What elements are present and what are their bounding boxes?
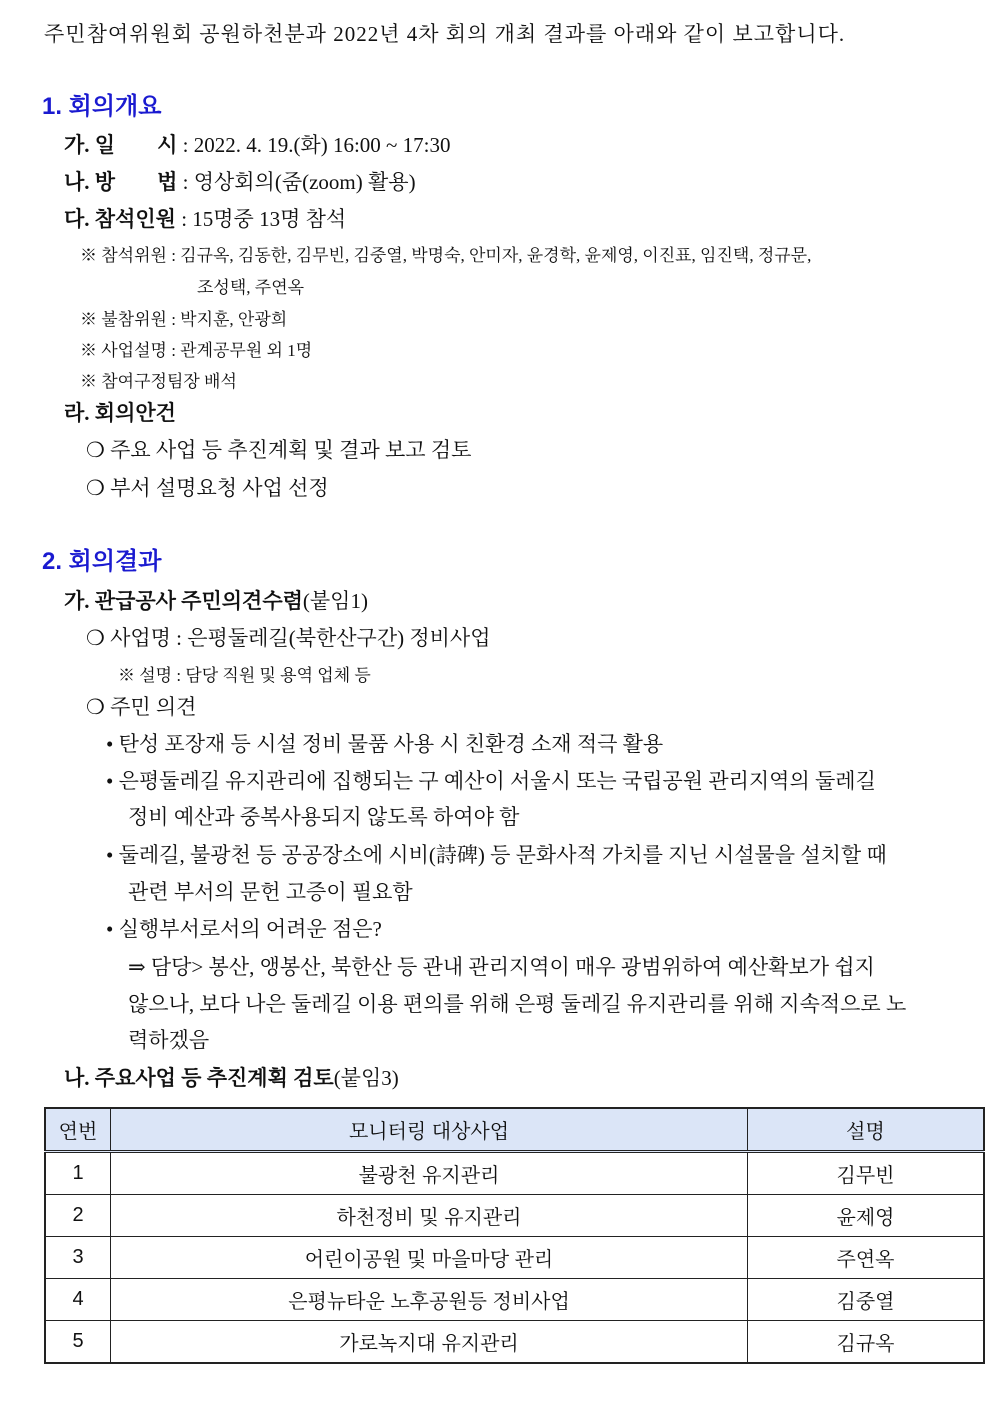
date-value: : 2022. 4. 19.(화) 16:00 ~ 17:30 bbox=[182, 133, 451, 157]
note-team-lead: ※ 참여구정팀장 배석 bbox=[80, 372, 237, 391]
cell: 2 bbox=[45, 1195, 111, 1237]
table-row bbox=[45, 1152, 984, 1195]
cell: 하천정비 및 유지관리 bbox=[111, 1195, 748, 1237]
table-row bbox=[45, 1237, 984, 1279]
cell: 4 bbox=[45, 1279, 111, 1321]
opinion-line: • 은평둘레길 유지관리에 집행되는 구 예산이 서울시 또는 국립공원 관리지역의 둘레길 bbox=[106, 769, 876, 793]
cell: 어린이공원 및 마을마당 관리 bbox=[111, 1237, 748, 1279]
project-note: ※ 설명 : 담당 직원 및 용역 업체 등 bbox=[118, 666, 371, 685]
attachment-ref: (붙임1) bbox=[302, 589, 368, 613]
note-absent: ※ 불참위원 : 박지훈, 안광희 bbox=[80, 310, 288, 329]
opinion-label: ❍ 주민 의견 bbox=[86, 695, 197, 719]
cell: 불광천 유지관리 bbox=[111, 1152, 748, 1195]
cell: 3 bbox=[45, 1237, 111, 1279]
opinion-line: 관련 부서의 문헌 고증이 필요함 bbox=[128, 880, 413, 904]
intro-text: 주민참여위원회 공원하천분과 2022년 4차 회의 개최 결과를 아래와 같이 보고합니다. bbox=[44, 22, 846, 46]
opinion-line: • 둘레길, 불광천 등 공공장소에 시비(詩碑) 등 문화사적 가치를 지닌 시설물을 설치할 때 bbox=[106, 843, 887, 867]
cell: 1 bbox=[45, 1152, 111, 1195]
opinion-line: • 탄성 포장재 등 시설 정비 물품 사용 시 친환경 소재 적극 활용 bbox=[106, 732, 664, 756]
agenda-item: ❍ 부서 설명요청 사업 선정 bbox=[86, 476, 329, 500]
agenda-item: ❍ 주요 사업 등 추진계획 및 결과 보고 검토 bbox=[86, 438, 472, 462]
agenda-label: 라. 회의안건 bbox=[64, 401, 176, 425]
opinion-line: • 실행부서로서의 어려운 점은? bbox=[106, 917, 382, 941]
attachment-ref: (붙임3) bbox=[333, 1066, 399, 1090]
response-line: 않으나, 보다 나은 둘레길 이용 편의를 위해 은평 둘레길 유지관리를 위해 지속적으로 노 bbox=[128, 992, 907, 1016]
cell: 5 bbox=[45, 1321, 111, 1364]
monitoring-table bbox=[44, 1107, 985, 1364]
cell: 김무빈 bbox=[748, 1152, 985, 1195]
opinion-line: 정비 예산과 중복사용되지 않도록 하여야 함 bbox=[128, 805, 520, 829]
attendance-value: : 15명중 13명 참석 bbox=[181, 207, 347, 231]
table-row bbox=[45, 1279, 984, 1321]
table-row bbox=[45, 1321, 984, 1364]
column-header: 연번 bbox=[45, 1108, 111, 1152]
cell: 은평뉴타운 노후공원등 정비사업 bbox=[111, 1279, 748, 1321]
table-header-row bbox=[45, 1108, 984, 1152]
method-value: : 영상회의(줌(zoom) 활용) bbox=[182, 170, 416, 194]
section-2-title: 2. 회의결과 bbox=[42, 548, 162, 575]
response-line: 력하겠음 bbox=[128, 1028, 210, 1052]
response-line: ⇒ 담당> 봉산, 앵봉산, 북한산 등 관내 관리지역이 매우 광범위하여 예산확보가 쉽지 bbox=[128, 955, 875, 979]
cell: 김중열 bbox=[748, 1279, 985, 1321]
table-row bbox=[45, 1195, 984, 1237]
note-attendees: ※ 참석위원 : 김규옥, 김동한, 김무빈, 김중열, 박명숙, 안미자, 윤경학, 윤제영, 이진표, 임진택, 정규문, bbox=[80, 246, 812, 265]
cell: 윤제영 bbox=[748, 1195, 985, 1237]
section-1-title: 1. 회의개요 bbox=[42, 93, 162, 120]
cell: 김규옥 bbox=[748, 1321, 985, 1364]
method-label: 나. 방 법 bbox=[64, 170, 178, 194]
note-attendees-cont: 조성택, 주연옥 bbox=[197, 278, 305, 297]
cell: 가로녹지대 유지관리 bbox=[111, 1321, 748, 1364]
date-label: 가. 일 시 bbox=[64, 133, 178, 157]
note-presenter: ※ 사업설명 : 관계공무원 외 1명 bbox=[80, 341, 313, 360]
cell: 주연옥 bbox=[748, 1237, 985, 1279]
subsection-b-label: 나. 주요사업 등 추진계획 검토 bbox=[64, 1066, 334, 1090]
project-name: ❍ 사업명 : 은평둘레길(북한산구간) 정비사업 bbox=[86, 626, 491, 650]
column-header: 설명 bbox=[748, 1108, 985, 1152]
subsection-a-label: 가. 관급공사 주민의견수렴 bbox=[64, 589, 303, 613]
attendance-label: 다. 참석인원 bbox=[64, 207, 176, 231]
column-header: 모니터링 대상사업 bbox=[111, 1108, 748, 1152]
